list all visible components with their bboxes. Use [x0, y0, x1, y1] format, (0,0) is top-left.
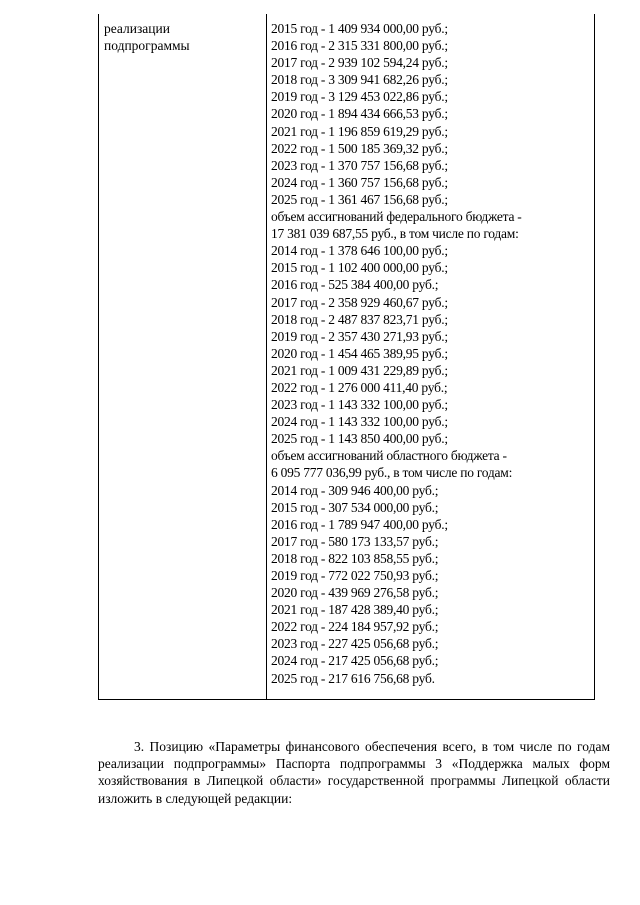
- value-line: 2025 год - 217 616 756,68 руб.: [271, 670, 435, 686]
- value-line: 2019 год - 2 357 430 271,93 руб.;: [271, 328, 448, 344]
- value-line: 17 381 039 687,55 руб., в том числе по годам:: [271, 226, 519, 242]
- value-line: 2024 год - 1 143 332 100,00 руб.;: [271, 414, 448, 430]
- parameter-name-line: подпрограммы: [104, 38, 190, 54]
- value-line: 2017 год - 2 939 102 594,24 руб.;: [271, 55, 448, 71]
- value-line: 2025 год - 1 361 467 156,68 руб.;: [271, 191, 448, 207]
- value-line: объем ассигнований областного бюджета -: [271, 448, 507, 464]
- value-line: 2018 год - 2 487 837 823,71 руб.;: [271, 311, 448, 327]
- value-line: 2016 год - 525 384 400,00 руб.;: [271, 277, 439, 293]
- value-line: 2022 год - 1 500 185 369,32 руб.;: [271, 140, 448, 156]
- value-line: 2014 год - 1 378 646 100,00 руб.;: [271, 243, 448, 259]
- value-line: 2018 год - 822 103 858,55 руб.;: [271, 550, 439, 566]
- amendment-paragraph: 3. Позицию «Параметры финансового обеспечения всего, в том числе по годам реализации подпрограммы» Паспорта подпрограммы 3 «Поддержка малых форм хозяйствования в Липецкой области» государственной программы Липецкой области изложить в следующей редакции:: [98, 739, 610, 806]
- value-line: 2014 год - 309 946 400,00 руб.;: [271, 482, 439, 498]
- financing-table: [98, 14, 595, 700]
- value-line: 2021 год - 1 196 859 619,29 руб.;: [271, 123, 448, 139]
- value-line: 2025 год - 1 143 850 400,00 руб.;: [271, 431, 448, 447]
- value-line: 2020 год - 439 969 276,58 руб.;: [271, 585, 439, 601]
- value-line: 2020 год - 1 454 465 389,95 руб.;: [271, 345, 448, 361]
- value-line: 6 095 777 036,99 руб., в том числе по годам:: [271, 465, 513, 481]
- value-line: 2017 год - 580 173 133,57 руб.;: [271, 533, 439, 549]
- value-line: 2016 год - 2 315 331 800,00 руб.;: [271, 38, 448, 54]
- value-line: 2024 год - 1 360 757 156,68 руб.;: [271, 174, 448, 190]
- value-line: 2019 год - 772 022 750,93 руб.;: [271, 568, 439, 583]
- value-line: 2020 год - 1 894 434 666,53 руб.;: [271, 106, 448, 122]
- value-line: объем ассигнований федерального бюджета -: [271, 209, 522, 225]
- value-line: 2021 год - 1 009 431 229,89 руб.;: [271, 362, 448, 378]
- value-line: 2022 год - 1 276 000 411,40 руб.;: [271, 379, 448, 395]
- column-divider: [266, 14, 267, 699]
- value-line: 2023 год - 1 143 332 100,00 руб.;: [271, 397, 448, 413]
- value-line: 2023 год - 227 425 056,68 руб.;: [271, 636, 439, 652]
- value-line: 2024 год - 217 425 056,68 руб.;: [271, 653, 439, 669]
- value-line: 2021 год - 187 428 389,40 руб.;: [271, 602, 439, 618]
- value-line: 2015 год - 1 102 400 000,00 руб.;: [271, 260, 448, 276]
- value-line: 2015 год - 1 409 934 000,00 руб.;: [271, 21, 448, 36]
- value-line: 2016 год - 1 789 947 400,00 руб.;: [271, 516, 448, 532]
- value-line: 2022 год - 224 184 957,92 руб.;: [271, 619, 439, 635]
- value-line: 2023 год - 1 370 757 156,68 руб.;: [271, 157, 448, 173]
- value-line: 2015 год - 307 534 000,00 руб.;: [271, 499, 439, 515]
- parameter-value-cell: [271, 20, 591, 687]
- parameter-name-line: реализации: [104, 21, 170, 36]
- value-line: 2017 год - 2 358 929 460,67 руб.;: [271, 294, 448, 310]
- value-line: 2019 год - 3 129 453 022,86 руб.;: [271, 89, 448, 105]
- value-line: 2018 год - 3 309 941 682,26 руб.;: [271, 72, 448, 88]
- parameter-name-cell: [104, 20, 190, 54]
